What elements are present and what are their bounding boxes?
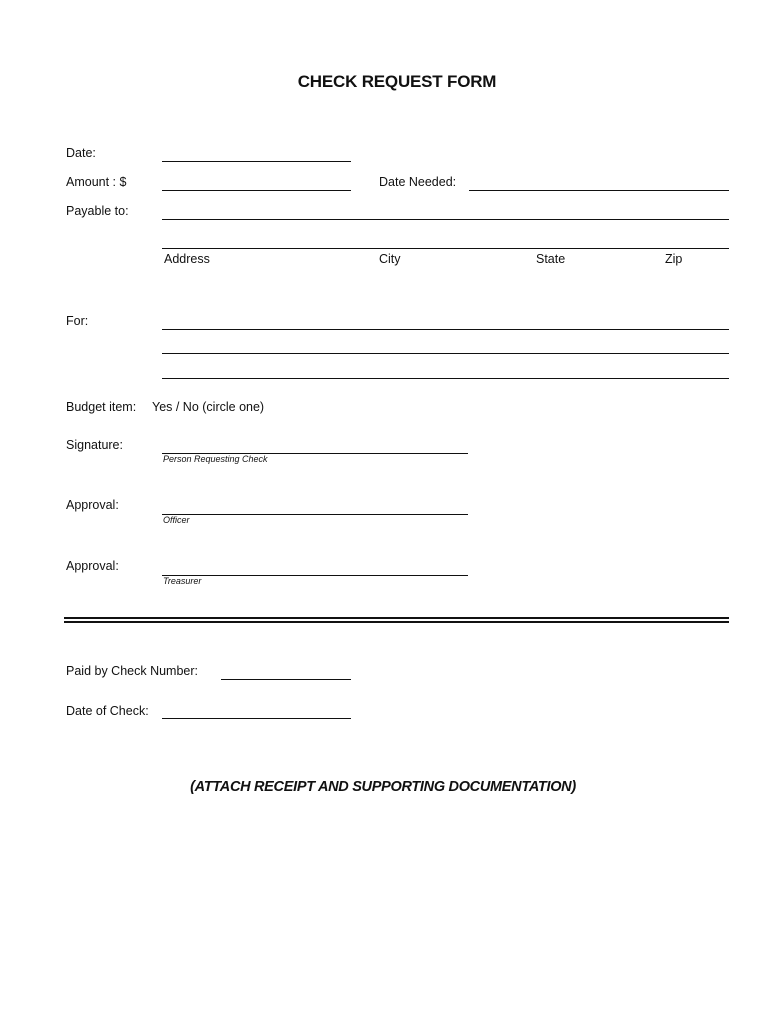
attach-receipt-note: (ATTACH RECEIPT AND SUPPORTING DOCUMENTATION): [190, 779, 576, 795]
state-caption: State: [536, 252, 566, 266]
date-of-check-field[interactable]: [162, 718, 351, 719]
form-title: CHECK REQUEST FORM: [297, 72, 497, 91]
for-label: For:: [66, 314, 89, 328]
zip-caption: Zip: [665, 252, 683, 266]
date-of-check-label: Date of Check:: [66, 704, 149, 718]
check-number-label: Paid by Check Number:: [66, 664, 199, 678]
for-field-line-1[interactable]: [162, 329, 729, 330]
check-number-field[interactable]: [221, 679, 351, 680]
signature-label: Signature:: [66, 438, 123, 452]
section-divider-bottom: [64, 621, 729, 623]
payable-to-field[interactable]: [162, 219, 729, 220]
address-caption: Address: [164, 252, 210, 266]
date-label: Date:: [66, 146, 96, 160]
date-needed-field[interactable]: [469, 190, 729, 191]
amount-label: Amount : $: [66, 175, 127, 189]
date-needed-label: Date Needed:: [379, 175, 457, 189]
approval-officer-label: Approval:: [66, 498, 119, 512]
approval-treasurer-field[interactable]: [162, 575, 468, 576]
for-field-line-2[interactable]: [162, 353, 729, 354]
approval-officer-field[interactable]: [162, 514, 468, 515]
for-field-line-3[interactable]: [162, 378, 729, 379]
budget-item-label: Budget item:: [66, 400, 137, 414]
budget-item-options[interactable]: Yes / No (circle one): [152, 400, 265, 414]
date-field[interactable]: [162, 161, 351, 162]
approval-treasurer-label: Approval:: [66, 559, 119, 573]
city-caption: City: [379, 252, 401, 266]
amount-field[interactable]: [162, 190, 351, 191]
signature-caption: Person Requesting Check: [163, 454, 268, 464]
payable-address-field[interactable]: [162, 248, 729, 249]
section-divider-top: [64, 617, 729, 619]
approval-treasurer-caption: Treasurer: [163, 576, 202, 586]
payable-to-label: Payable to:: [66, 204, 129, 218]
approval-officer-caption: Officer: [163, 515, 190, 525]
